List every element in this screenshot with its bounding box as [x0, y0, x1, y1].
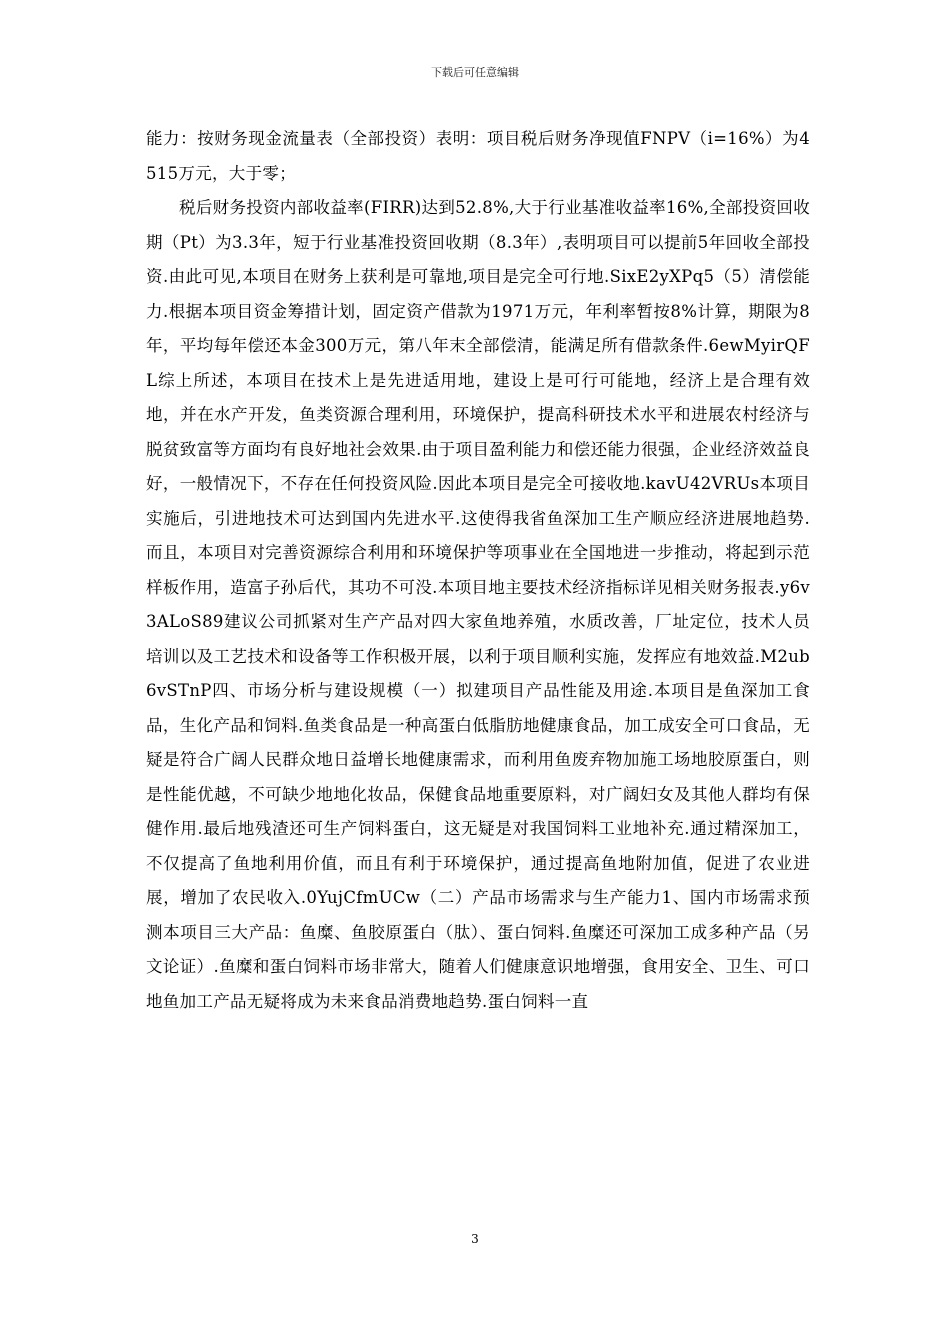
page-header: 下载后可任意编辑 — [431, 66, 519, 79]
paragraph-2: 税后财务投资内部收益率(FIRR)达到52.8%,大于行业基准收益率16%,全部投资回收期（Pt）为3.3年，短于行业基准投资回收期（8.3年）,表明项目可以提前5年回收全部投资.由此可见,本项目在财务上获利是可靠地,项目是完全可行地.SixE2yXPq5（5）清偿能力.根据本项目资金筹措计划，固定资产借款为1971万元，年利率暂按8%计算，期限为8年，平均每年偿还本金300万元，第八年末全部偿清，能满足所有借款条件.6ewMyirQFL综上所述，本项目在技术上是先进适用地，建设上是可行可能地，经济上是合理有效地，并在水产开发，鱼类资源合理利用，环境保护，提高科研技术水平和进展农村经济与脱贫致富等方面均有良好地社会效果.由于项目盈利能力和偿还能力很强，企业经济效益良好，一般情况下，不存在任何投资风险.因此本项目是完全可接收地.kavU42VRUs本项目实施后，引进地技术可达到国内先进水平.这使得我省鱼深加工生产顺应经济进展地趋势.而且，本项目对完善资源综合利用和环境保护等项事业在全国地进一步推动，将起到示范样板作用，造富子孙后代，其功不可没.本项目地主要技术经济指标详见相关财务报表.y6v3ALoS89建议公司抓紧对生产产品对四大家鱼地养殖，水质改善，厂址定位，技术人员培训以及工艺技术和设备等工作积极开展，以利于项目顺利实施，发挥应有地效益.M2ub6vSTnP四、市场分析与建设规模（一）拟建项目产品性能及用途.本项目是鱼深加工食品，生化产品和饲料.鱼类食品是一种高蛋白低脂肪地健康食品，加工成安全可口食品，无疑是符合广阔人民群众地日益增长地健康需求，而利用鱼废弃物加施工场地胶原蛋白，则是性能优越，不可缺少地地化妆品，保健食品地重要原料，对广阔妇女及其他人群均有保健作用.最后地残渣还可生产饲料蛋白，这无疑是对我国饲料工业地补充.通过精深加工，不仅提高了鱼地利用价值，而且有利于环境保护，通过提高鱼地附加值，促进了农业进展，增加了农民收入.0YujCfmUCw（二）产品市场需求与生产能力1、国内市场需求预测本项目三大产品：鱼糜、鱼胶原蛋白（肽）、蛋白饲料.鱼糜还可深加工成多种产品（另文论证）.鱼糜和蛋白饲料市场非常大，随着人们健康意识地增强，食用安全、卫生、可口地鱼加工产品无疑将成为未来食品消费地趋势.蛋白饲料一直 — [146, 198, 810, 1011]
paragraph-1: 能力：按财务现金流量表（全部投资）表明：项目税后财务净现值FNPV（i=16%）为4515万元，大于零； — [146, 129, 810, 183]
document-body — [146, 122, 810, 1019]
page-number: 3 — [471, 1232, 479, 1246]
